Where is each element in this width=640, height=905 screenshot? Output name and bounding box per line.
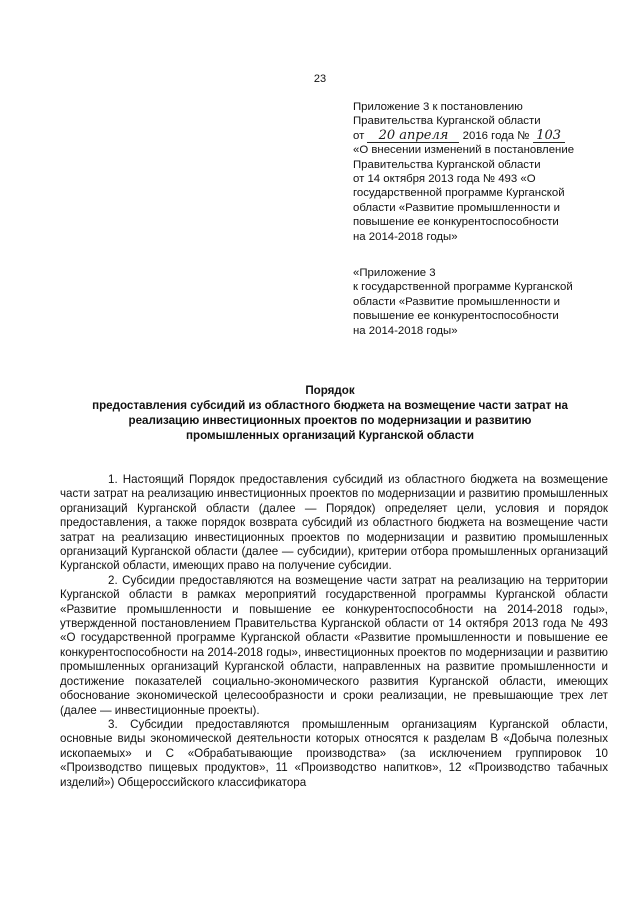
appendix-header bbox=[353, 100, 623, 244]
appendix-line-2: Правительства Курганской области bbox=[353, 115, 541, 128]
page-number: 23 bbox=[313, 73, 327, 85]
paragraph-3: 3. Субсидии предоставляются промышленным организациям Курганской области, основные виды экономической деятельности которых относятся к разделам В «Добыча полезных ископаемых» и С «Обрабатывающие производства» (за исключением группировок 10 «Производство пищевых продуктов», 11 «Производство напитков», 12 «Производство табачных изделий») Общероссийского классификатора bbox=[60, 717, 608, 789]
appendix-date-line bbox=[353, 129, 623, 143]
handwritten-number-field bbox=[533, 127, 565, 143]
subject-line-5: области «Развитие промышленности и bbox=[353, 201, 560, 214]
ref-line-5: на 2014-2018 годы» bbox=[353, 324, 458, 337]
subject-line-4: государственной программе Курганской bbox=[353, 187, 565, 200]
subject-line-7: на 2014-2018 годы» bbox=[353, 230, 458, 243]
title-line-1: предоставления субсидий из областного бюджета на возмещение части затрат на bbox=[92, 399, 568, 412]
handwritten-date-field bbox=[367, 127, 459, 143]
subject-line-6: повышение ее конкурентоспособности bbox=[353, 216, 559, 229]
ref-line-4: повышение ее конкурентоспособности bbox=[353, 310, 559, 323]
paragraph-1: 1. Настоящий Порядок предоставления субсидий из областного бюджета на возмещение части затрат на реализацию инвестиционных проектов по модернизации и развитию промышленных организаций Курганской области (далее — Порядок) определяет цели, условия и порядок предоставления, а также порядок возврата субсидий из областного бюджета на возмещение части затрат на реализацию инвестиционных проектов по модернизации и развитию промышленных организаций Курганской области (далее — субсидии), критерии отбора промышленных организаций Курганской области, имеющих право на получение субсидии. bbox=[60, 473, 608, 573]
ref-line-2: к государственной программе Курганской bbox=[353, 281, 573, 294]
title-line-3: промышленных организаций Курганской области bbox=[186, 429, 474, 442]
date-prefix: от bbox=[353, 129, 365, 142]
ref-line-1: «Приложение 3 bbox=[353, 267, 436, 279]
handwritten-number: 103 bbox=[536, 127, 562, 143]
title-heading: Порядок bbox=[305, 384, 355, 397]
subject-line-2: Правительства Курганской области bbox=[353, 158, 541, 171]
date-year: 2016 года № bbox=[462, 129, 530, 142]
subject-line-3: от 14 октября 2013 года № 493 «О bbox=[353, 173, 536, 186]
title-line-2: реализацию инвестиционных проектов по модернизации и развитию bbox=[128, 414, 532, 427]
handwritten-date: 20 апреля bbox=[378, 127, 449, 143]
ref-line-3: области «Развитие промышленности и bbox=[353, 295, 560, 308]
document-body bbox=[60, 473, 608, 790]
subject-line-1: «О внесении изменений в постановление bbox=[353, 144, 575, 157]
appendix-line-1: Приложение 3 к постановлению bbox=[353, 101, 523, 113]
paragraph-2: 2. Субсидии предоставляются на возмещение части затрат на реализацию на территории Курганской области в рамках мероприятий государственной программы Курганской области «Развитие промышленности и повышение ее конкурентоспособности на 2014-2018 годы», утвержденной постановлением Правительства Курганской области от 14 октября 2013 года № 493 «О государственной программе Курганской области «Развитие промышленности и повышение ее конкурентоспособности на 2014-2018 годы», инвестиционных проектов по модернизации и развитию промышленных организаций Курганской области, направленных на развитие промышленности и достижение показателей социально-экономического развития Курганской области, имеющих обоснование экономической целесообразности и сроки реализации, не превышающие трех лет (далее — инвестиционные проекты). bbox=[60, 573, 608, 717]
document-title bbox=[60, 383, 600, 443]
appendix-reference bbox=[353, 266, 623, 338]
